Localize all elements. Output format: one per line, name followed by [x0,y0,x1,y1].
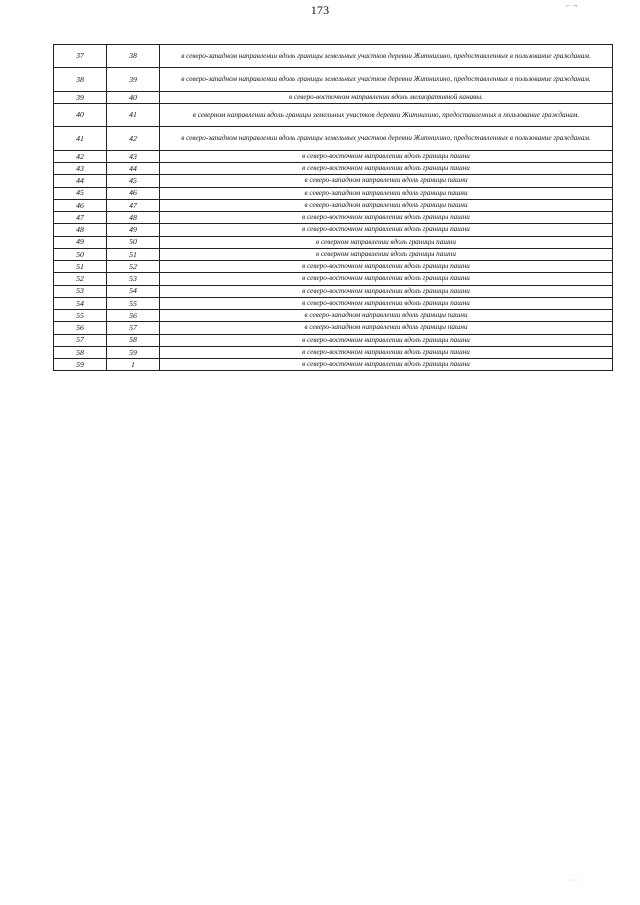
point-to: 40 [107,91,160,103]
point-to: 59 [107,346,160,358]
table-row [54,236,613,248]
point-from: 53 [54,285,107,297]
table-row [54,346,613,358]
boundary-description: в северо-восточном направлении вдоль границы пашни [160,273,613,285]
boundary-description: в северо-восточном направлении вдоль границы пашни [160,163,613,175]
point-from: 37 [54,45,107,68]
boundary-description: в северо-западном направлении вдоль границы пашни [160,175,613,187]
boundary-description-table [53,44,613,371]
point-to: 58 [107,334,160,346]
scan-corner-mark: ⌐ ¬ [566,1,578,10]
table-row [54,199,613,211]
table-row [54,285,613,297]
point-to: 50 [107,236,160,248]
point-to: 52 [107,261,160,273]
point-from: 58 [54,346,107,358]
table-row [54,175,613,187]
point-to: 45 [107,175,160,187]
point-from: 56 [54,322,107,334]
point-to: 43 [107,150,160,162]
boundary-description: в северо-восточном направлении вдоль границы пашни [160,261,613,273]
point-to: 51 [107,248,160,260]
point-from: 52 [54,273,107,285]
point-from: 43 [54,163,107,175]
point-from: 42 [54,150,107,162]
page-number: 173 [310,3,330,17]
table-row [54,334,613,346]
boundary-description: в северо-восточном направлении вдоль границы пашни [160,285,613,297]
boundary-description: в северо-восточном направлении вдоль границы пашни [160,346,613,358]
boundary-description: в северо-восточном направлении вдоль мелиоративной канавы. [160,91,613,103]
point-from: 55 [54,310,107,322]
point-from: 51 [54,261,107,273]
boundary-description: в северо-западном направлении вдоль границы пашни [160,199,613,211]
point-from: 40 [54,104,107,127]
boundary-description: в северном направлении вдоль границы пашни [160,248,613,260]
point-from: 54 [54,297,107,309]
table-row [54,127,613,150]
point-to: 48 [107,212,160,224]
point-to: 38 [107,45,160,68]
point-to: 55 [107,297,160,309]
table-row [54,224,613,236]
point-to: 47 [107,199,160,211]
point-from: 46 [54,199,107,211]
point-to: 1 [107,359,160,371]
boundary-description: в северо-западном направлении вдоль границы пашни [160,322,613,334]
point-from: 41 [54,127,107,150]
table-row [54,104,613,127]
boundary-description: в северо-восточном направлении вдоль границы пашни [160,359,613,371]
boundary-description: в северном направлении вдоль границы земельных участков деревни Житнихино, предоставленных в пользование гражданам. [160,104,613,127]
point-to: 57 [107,322,160,334]
point-to: 39 [107,68,160,91]
boundary-description: в северо-западном направлении вдоль границы земельных участков деревни Житнихино, предоставленных в пользование гражданам. [160,127,613,150]
table-row [54,297,613,309]
point-to: 56 [107,310,160,322]
boundary-description: в северо-западном направлении вдоль границы земельных участков деревни Житнихино, предоставленных в пользование гражданам. [160,68,613,91]
point-from: 59 [54,359,107,371]
point-to: 54 [107,285,160,297]
scan-corner-mark-bottom: · · [570,876,578,885]
table-row [54,150,613,162]
table-row [54,45,613,68]
point-from: 39 [54,91,107,103]
point-to: 44 [107,163,160,175]
table-row [54,91,613,103]
table-row [54,322,613,334]
point-from: 50 [54,248,107,260]
point-from: 57 [54,334,107,346]
table-row [54,273,613,285]
boundary-description: в северо-западном направлении вдоль границы земельных участков деревни Житнихино, предоставленных в пользование гражданам. [160,45,613,68]
table-body [54,45,613,371]
boundary-description: в северо-восточном направлении вдоль границы пашни [160,297,613,309]
boundary-description: в северо-восточном направлении вдоль границы пашни [160,150,613,162]
table-row [54,212,613,224]
point-from: 47 [54,212,107,224]
table-row [54,261,613,273]
boundary-description: в северо-восточном направлении вдоль границы пашни [160,334,613,346]
table-row [54,359,613,371]
table-row [54,68,613,91]
table-row [54,310,613,322]
point-from: 45 [54,187,107,199]
point-from: 49 [54,236,107,248]
table-row [54,187,613,199]
point-from: 44 [54,175,107,187]
boundary-description: в северо-восточном направлении вдоль границы пашни [160,224,613,236]
point-to: 46 [107,187,160,199]
table-row [54,163,613,175]
table-row [54,248,613,260]
point-from: 38 [54,68,107,91]
point-to: 42 [107,127,160,150]
point-to: 41 [107,104,160,127]
boundary-description: в северо-западном направлении вдоль границы пашни [160,187,613,199]
point-to: 53 [107,273,160,285]
point-from: 48 [54,224,107,236]
point-to: 49 [107,224,160,236]
boundary-description: в северо-западном направлении вдоль границы пашни [160,310,613,322]
boundary-description: в северо-восточном направлении вдоль границы пашни [160,212,613,224]
boundary-description: в северном направлении вдоль границы пашни [160,236,613,248]
